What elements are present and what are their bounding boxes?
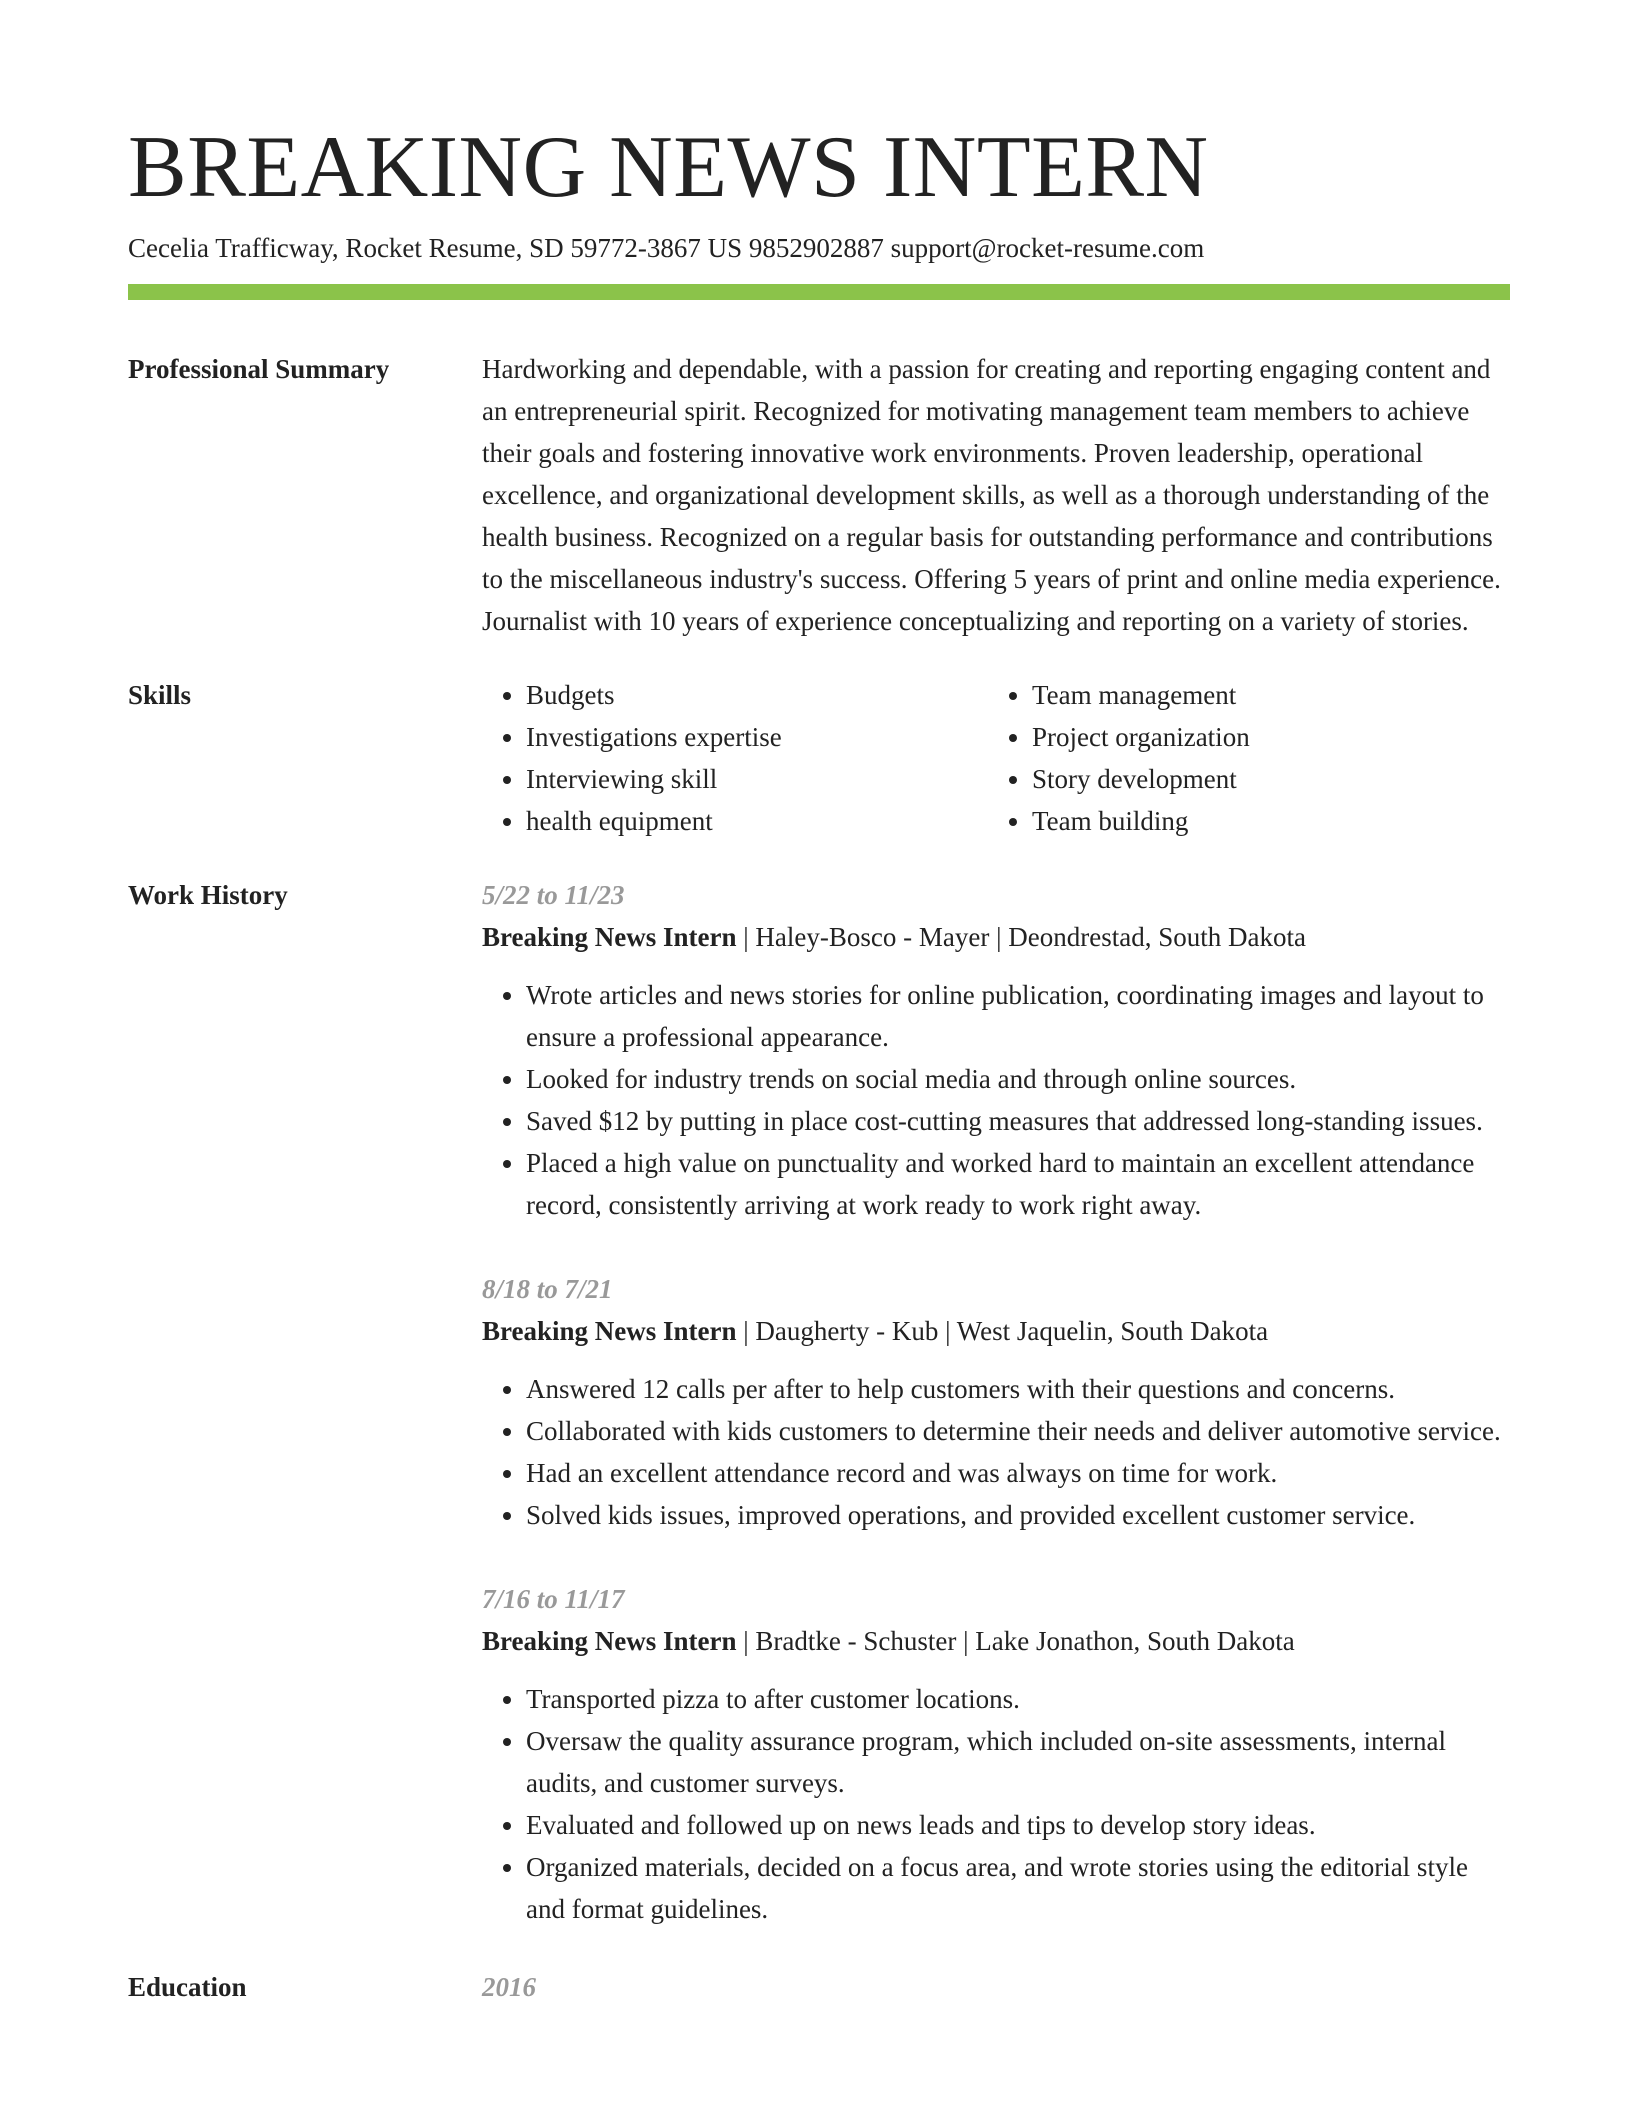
job-heading: [482, 1310, 1510, 1352]
job-bullet: • Had an excellent attendance record and was always on time for work.: [526, 1452, 1510, 1494]
job-bullet: • Looked for industry trends on social media and through online sources.: [526, 1058, 1510, 1100]
job-responsibilities: [482, 1678, 1510, 1930]
job-bullet: • Solved kids issues, improved operations, and provided excellent customer service.: [526, 1494, 1510, 1536]
job-heading: [482, 1620, 1510, 1662]
job-responsibilities: [482, 974, 1510, 1226]
education-date: 2016: [482, 1972, 536, 2002]
skills-column-1: [482, 674, 988, 842]
skill-item: • Team management: [1032, 674, 1250, 716]
job-bullet: • Transported pizza to after customer locations.: [526, 1678, 1510, 1720]
job-employer-location: | Bradtke - Schuster | Lake Jonathon, South Dakota: [736, 1626, 1295, 1656]
job-dates: 7/16 to 11/17: [482, 1584, 625, 1614]
skill-item: • Story development: [1032, 758, 1250, 800]
job-entry: [482, 1578, 1510, 1930]
skills-list: [482, 674, 1510, 842]
professional-summary-section: [128, 348, 1510, 642]
job-bullet: • Oversaw the quality assurance program, which included on-site assessments, internal audits, and customer surveys.: [526, 1720, 1510, 1804]
section-label-education: Education: [128, 1972, 247, 2002]
header-divider: [128, 284, 1510, 300]
work-history-list: [482, 874, 1510, 1930]
job-title: Breaking News Intern: [482, 1626, 737, 1656]
section-label-work-history: Work History: [128, 880, 288, 910]
job-bullet: • Wrote articles and news stories for online publication, coordinating images and layout to ensure a professional appearance.: [526, 974, 1510, 1058]
section-label-skills: Skills: [128, 680, 192, 710]
resume-title: BREAKING NEWS INTERN: [128, 119, 1209, 216]
job-bullet: • Answered 12 calls per after to help customers with their questions and concerns.: [526, 1368, 1510, 1410]
job-responsibilities: [482, 1368, 1510, 1536]
education-section: [128, 1966, 1510, 2008]
skill-item: • health equipment: [526, 800, 988, 842]
job-entry: [482, 1268, 1510, 1536]
skill-item: • Investigations expertise: [526, 716, 988, 758]
job-entry: [482, 874, 1510, 1226]
skills-column-2: [988, 674, 1250, 842]
skill-item: • Interviewing skill: [526, 758, 988, 800]
section-label-summary: Professional Summary: [128, 354, 390, 384]
job-title: Breaking News Intern: [482, 922, 737, 952]
skill-item: • Budgets: [526, 674, 988, 716]
job-bullet: • Evaluated and followed up on news leads and tips to develop story ideas.: [526, 1804, 1510, 1846]
job-dates: 5/22 to 11/23: [482, 880, 625, 910]
job-dates: 8/18 to 7/21: [482, 1274, 613, 1304]
skills-section: [128, 674, 1510, 842]
skill-item: • Project organization: [1032, 716, 1250, 758]
education-entry: [482, 1966, 1510, 2008]
work-history-section: [128, 874, 1510, 1930]
contact-info: Cecelia Trafficway, Rocket Resume, SD 59772-3867 US 9852902887 support@rocket-resume.com: [128, 233, 1205, 263]
job-bullet: • Collaborated with kids customers to determine their needs and deliver automotive service.: [526, 1410, 1510, 1452]
skill-item: • Team building: [1032, 800, 1250, 842]
job-employer-location: | Daugherty - Kub | West Jaquelin, South Dakota: [736, 1316, 1269, 1346]
job-employer-location: | Haley-Bosco - Mayer | Deondrestad, South Dakota: [736, 922, 1306, 952]
job-bullet: • Organized materials, decided on a focus area, and wrote stories using the editorial style and format guidelines.: [526, 1846, 1510, 1930]
job-bullet: • Saved $12 by putting in place cost-cutting measures that addressed long-standing issues.: [526, 1100, 1510, 1142]
job-bullet: • Placed a high value on punctuality and worked hard to maintain an excellent attendance record, consistently arriving at work ready to work right away.: [526, 1142, 1510, 1226]
job-title: Breaking News Intern: [482, 1316, 737, 1346]
job-heading: [482, 916, 1510, 958]
resume-page: [128, 118, 1510, 2008]
summary-text: Hardworking and dependable, with a passion for creating and reporting engaging content and an entrepreneurial spirit. Recognized for motivating management team members to achieve their goals and fostering innovative work environments. Proven leadership, operational excellence, and organizational development skills, as well as a thorough understanding of the health business. Recognized on a regular basis for outstanding performance and contributions to the miscellaneous industry's success. Offering 5 years of print and online media experience. Journalist with 10 years of experience conceptualizing and reporting on a variety of stories.: [482, 354, 1501, 636]
